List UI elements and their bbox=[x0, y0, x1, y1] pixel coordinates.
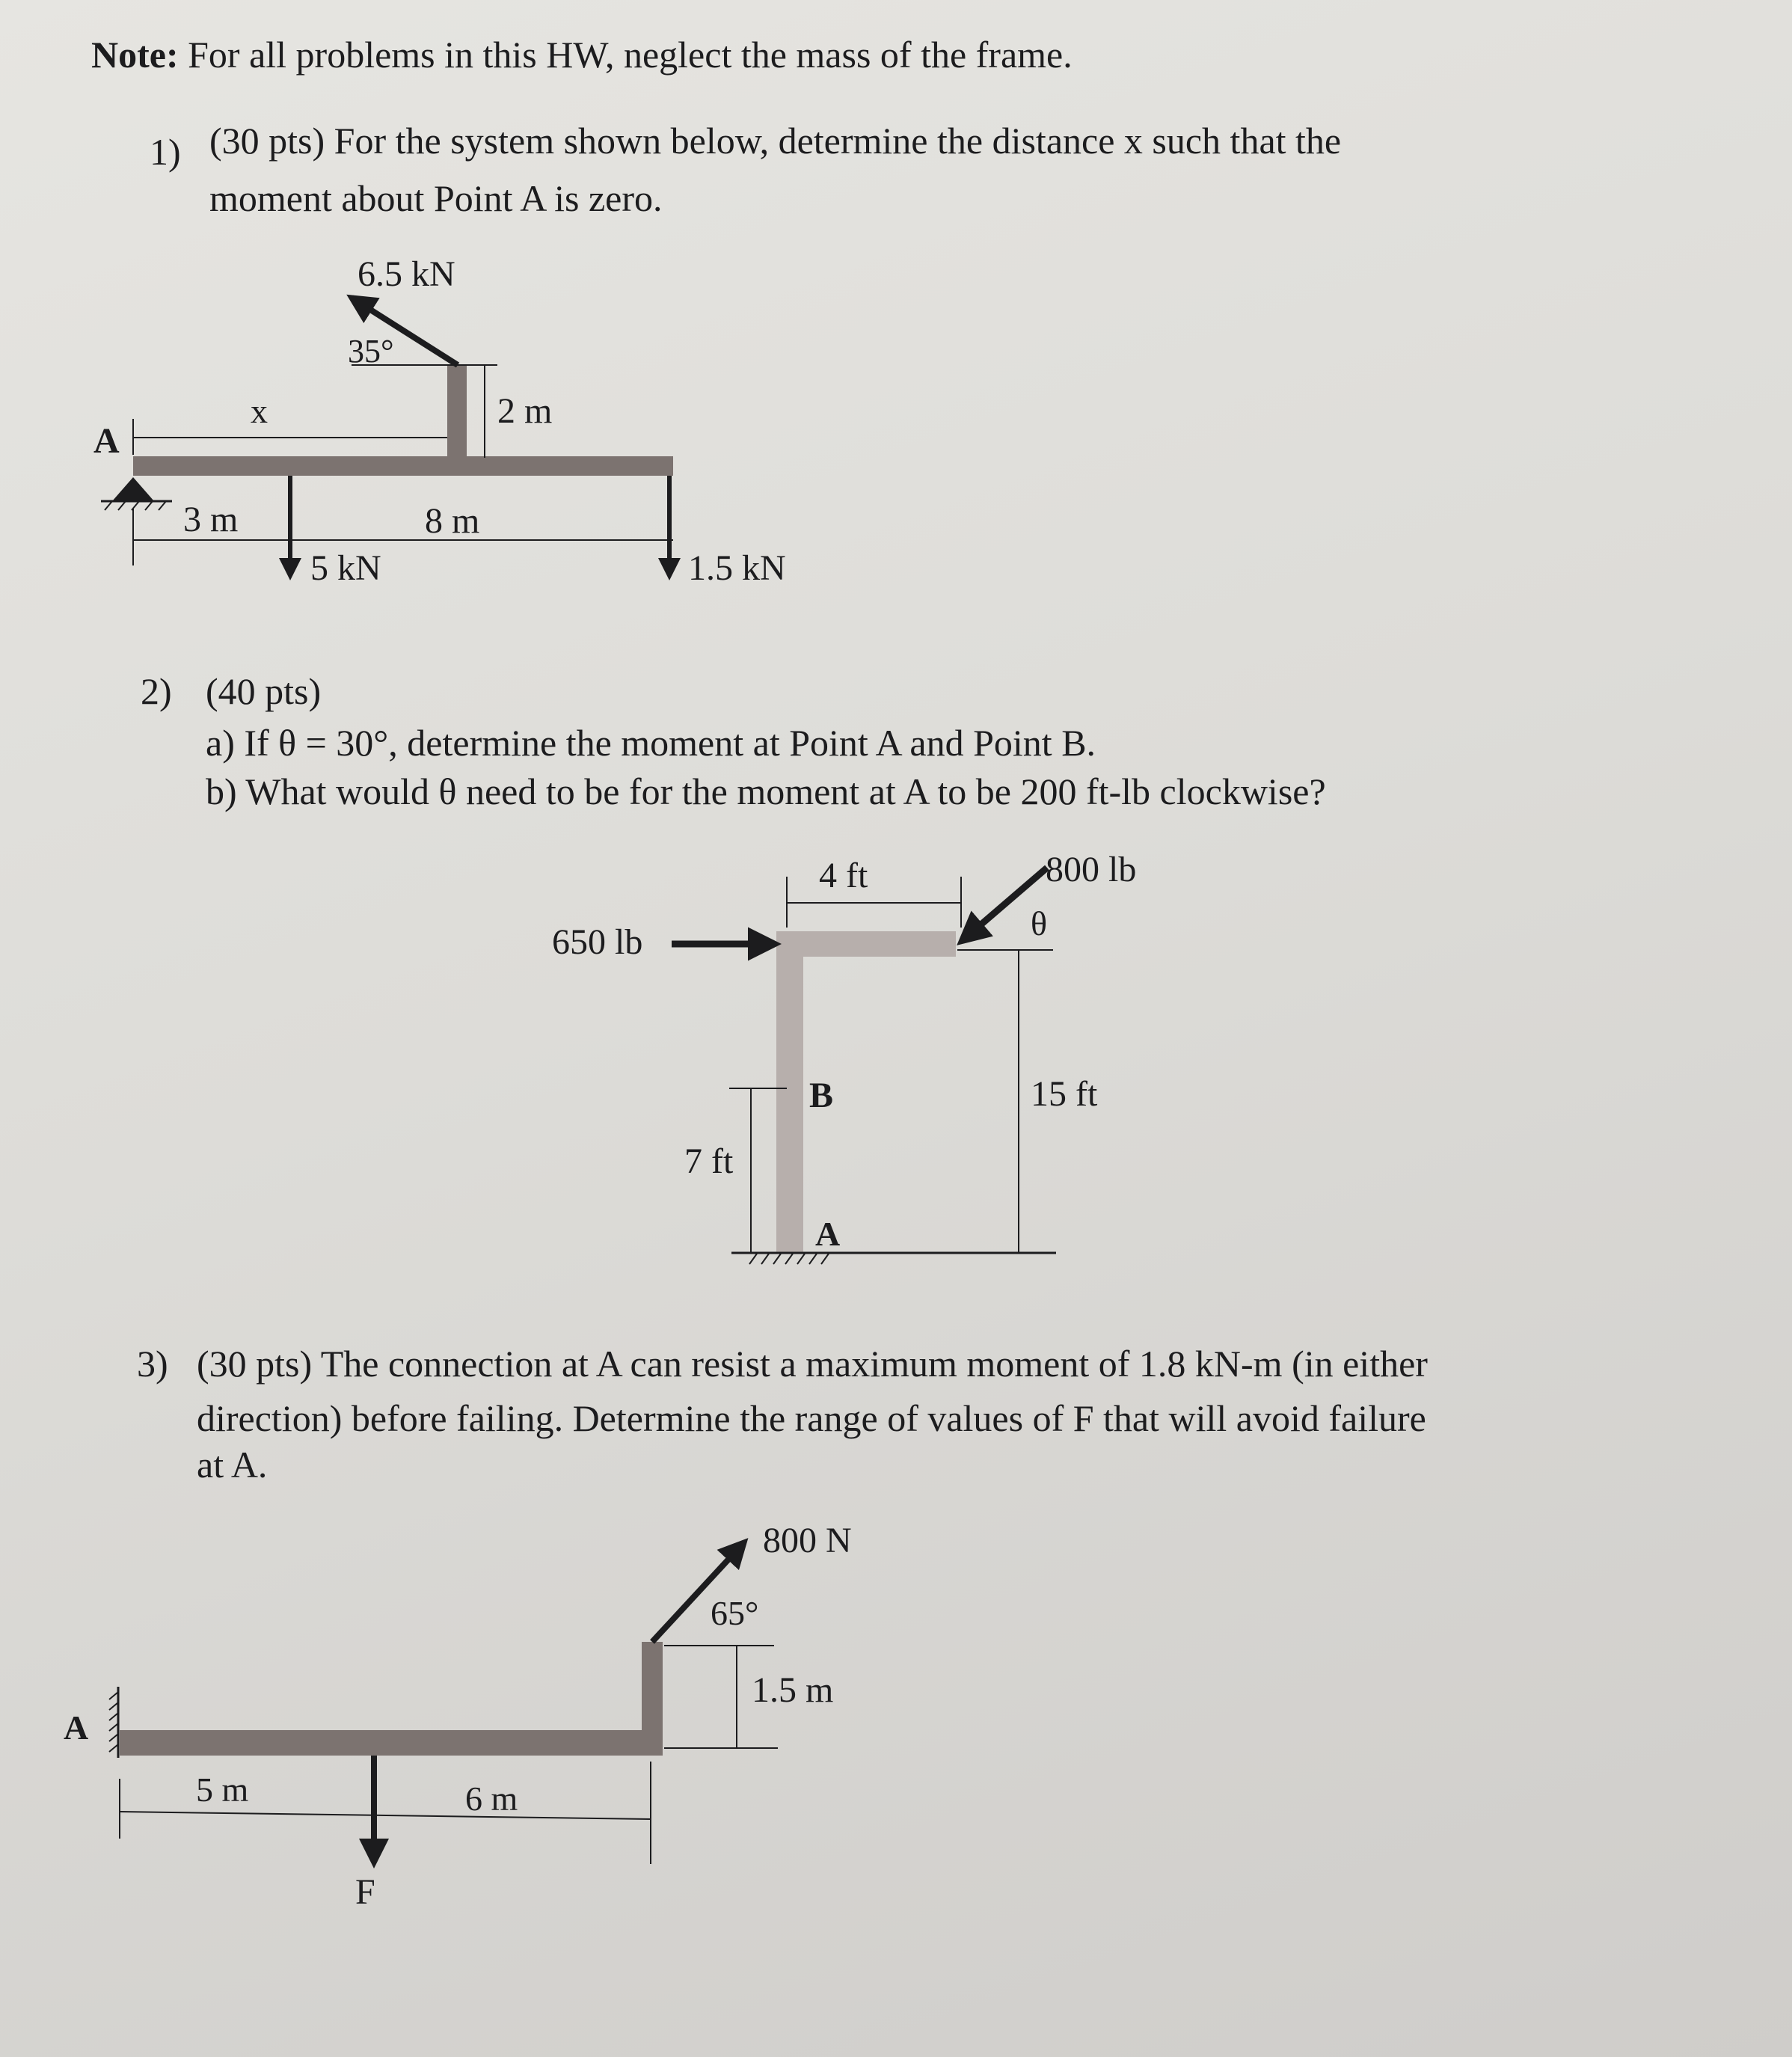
problem3-line1: (30 pts) The connection at A can resist a maximum moment of 1.8 kN-m (in either bbox=[197, 1343, 1428, 1385]
fig1-post bbox=[447, 365, 467, 458]
fig1-beam bbox=[133, 456, 673, 476]
problem1-line1: (30 pts) For the system shown below, determine the distance x such that the bbox=[209, 120, 1342, 162]
fig1-dim-x-label: x bbox=[251, 392, 268, 430]
problem2-number: 2) bbox=[141, 670, 172, 712]
problem1-number: 1) bbox=[150, 131, 181, 173]
figure-3 bbox=[64, 1521, 852, 1912]
fig1-force-top-label: 6.5 kN bbox=[358, 254, 455, 294]
fig1-load-mid-label: 5 kN bbox=[310, 548, 381, 588]
fig3-point-a: A bbox=[64, 1708, 89, 1747]
note-text: For all problems in this HW, neglect the mass of the frame. bbox=[188, 34, 1073, 76]
problem2-part-a: a) If θ = 30°, determine the moment at Point A and Point B. bbox=[206, 722, 1096, 764]
fig3-wall-hatch bbox=[109, 1692, 118, 1752]
figure-1 bbox=[93, 254, 786, 588]
problem1-line2: moment about Point A is zero. bbox=[209, 177, 663, 219]
problem3-number: 3) bbox=[137, 1343, 168, 1385]
fig2-force-angled-label: 800 lb bbox=[1046, 850, 1137, 889]
fig1-point-a: A bbox=[93, 421, 120, 461]
fig3-angle-label: 65° bbox=[711, 1594, 759, 1632]
fig1-dim-right-label: 8 m bbox=[425, 501, 480, 541]
note-label: Note: bbox=[91, 34, 179, 76]
fig1-dim-left-label: 3 m bbox=[183, 500, 239, 539]
fig2-ground-hatch bbox=[749, 1254, 829, 1264]
fig3-force-angled-label: 800 N bbox=[763, 1521, 852, 1560]
fig3-dim-post-label: 1.5 m bbox=[752, 1670, 834, 1710]
fig3-dim-right-label: 6 m bbox=[465, 1779, 518, 1818]
fig2-theta-label: θ bbox=[1031, 904, 1048, 942]
problem3-line3: at A. bbox=[197, 1444, 268, 1486]
fig1-angle-label: 35° bbox=[348, 333, 394, 370]
fig2-point-b: B bbox=[809, 1076, 834, 1115]
fig3-load-label: F bbox=[355, 1872, 375, 1912]
fig2-point-a: A bbox=[815, 1215, 841, 1253]
fig3-post bbox=[642, 1642, 663, 1756]
fig1-ground-hatch bbox=[105, 501, 166, 510]
fig2-vertical-member bbox=[776, 931, 803, 1253]
fig2-dim-right-label: 15 ft bbox=[1031, 1074, 1098, 1114]
problem3-line2: direction) before failing. Determine the range of values of F that will avoid failure bbox=[197, 1397, 1426, 1439]
problem2-part-b: b) What would θ need to be for the moment at A to be 200 ft-lb clockwise? bbox=[206, 770, 1326, 812]
fig1-dim-post-label: 2 m bbox=[497, 391, 553, 431]
fig1-load-end-label: 1.5 kN bbox=[688, 548, 786, 588]
figure-2 bbox=[552, 850, 1136, 1264]
fig1-pin-support-icon bbox=[112, 477, 154, 501]
fig3-dim-bottom-line bbox=[120, 1812, 651, 1819]
fig2-force-horizontal-label: 650 lb bbox=[552, 922, 643, 962]
problem2-points: (40 pts) bbox=[206, 670, 322, 712]
fig3-dim-left-label: 5 m bbox=[196, 1771, 249, 1809]
fig2-dim-left-label: 7 ft bbox=[684, 1141, 734, 1181]
fig2-dim-top-label: 4 ft bbox=[819, 856, 868, 895]
fig3-beam bbox=[120, 1730, 662, 1756]
